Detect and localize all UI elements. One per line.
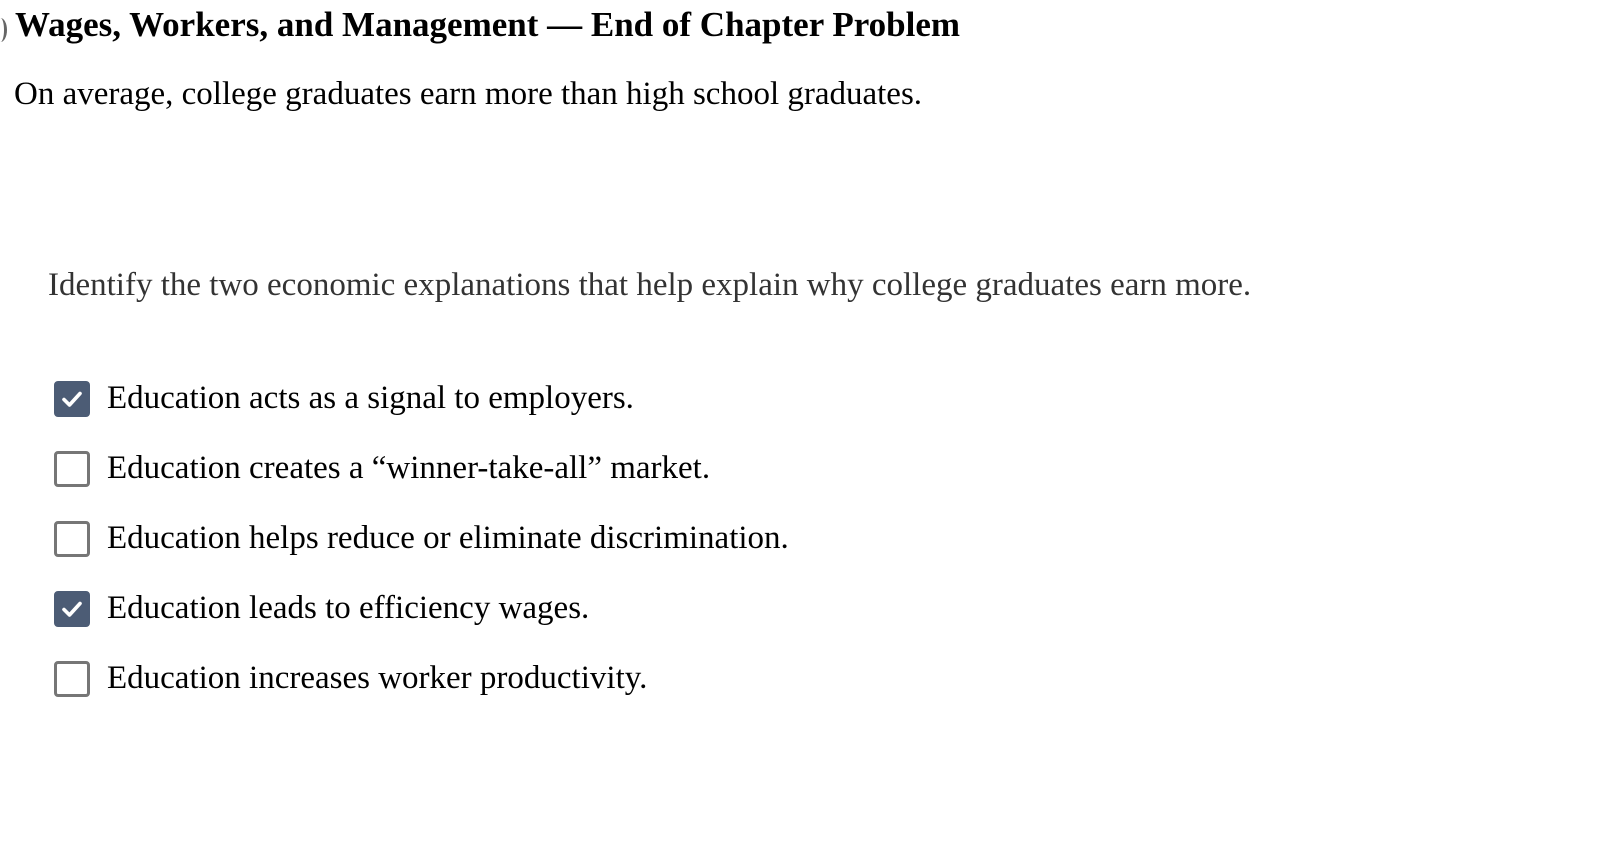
checkbox-productivity[interactable] [54, 661, 90, 697]
check-icon [59, 596, 85, 622]
page-title: Wages, Workers, and Management — End of Chapter Problem [15, 5, 961, 44]
answer-options [54, 376, 789, 726]
checkbox-discrimination[interactable] [54, 521, 90, 557]
answer-option-efficiency-wages[interactable] [54, 586, 789, 656]
question-intro: On average, college graduates earn more than high school graduates. [14, 76, 923, 112]
answer-option-signal[interactable] [54, 376, 789, 446]
question-prompt: Identify the two economic explanations that help explain why college graduates earn more. [48, 267, 1252, 303]
answer-option-label: Education creates a “winner-take-all” market. [107, 450, 711, 486]
answer-option-winner-take-all[interactable] [54, 446, 789, 516]
answer-option-label: Education acts as a signal to employers. [107, 380, 634, 416]
answer-option-label: Education leads to efficiency wages. [107, 590, 590, 626]
checkbox-winner-take-all[interactable] [54, 451, 90, 487]
answer-option-label: Education helps reduce or eliminate discrimination. [107, 520, 789, 556]
answer-option-productivity[interactable] [54, 656, 789, 726]
checkbox-signal[interactable] [54, 381, 90, 417]
answer-option-discrimination[interactable] [54, 516, 789, 586]
left-edge-fragment [0, 18, 7, 42]
check-icon [59, 386, 85, 412]
checkbox-efficiency-wages[interactable] [54, 591, 90, 627]
answer-option-label: Education increases worker productivity. [107, 660, 648, 696]
